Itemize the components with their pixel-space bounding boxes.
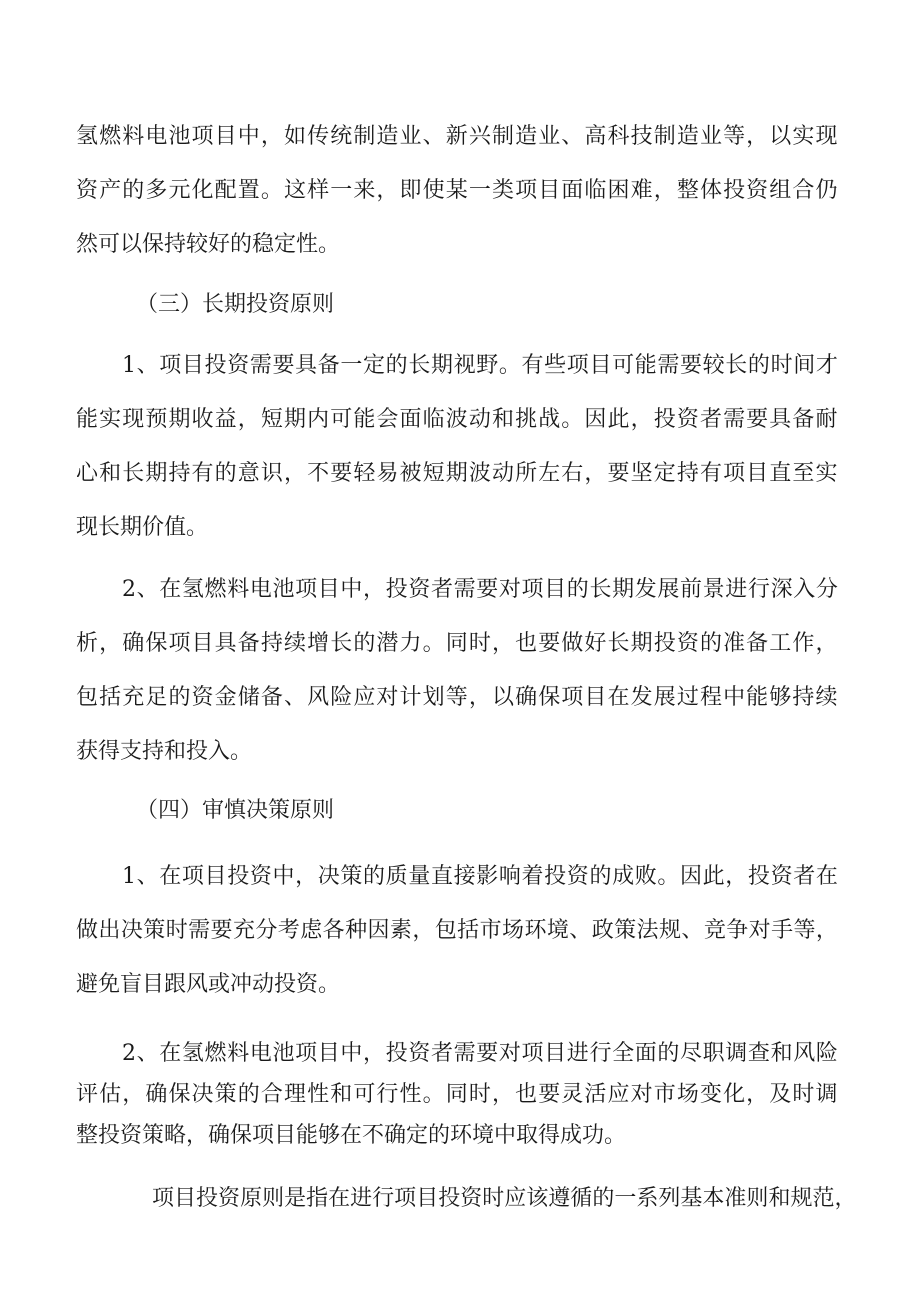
text-line: 做 出 决 策 时 需 要 充 分 考 虑 各 种 因 素 ， 包 括 市 场 环 境 、 政 策 法 规 、 竞 争 对 手 等 ， — [76, 918, 838, 943]
text-line: 析 ， 确 保 项 目 具 备 持 续 增 长 的 潜 力 。 同 时 ， 也 要 做 好 长 期 投 资 的 准 备 工 作 ， — [76, 631, 838, 656]
text-line: 氢 燃 料 电 池 项 目 中 ， 如 传 统 制 造 业 、 新 兴 制 造 业 、 高 科 技 制 造 业 等 ， 以 实 现 — [76, 124, 838, 149]
text-line: 评 估 ， 确 保 决 策 的 合 理 性 和 可 行 性 。 同 时 ， 也 要 灵 活 应 对 市 场 变 化 ， 及 时 调 — [76, 1082, 838, 1107]
text-line: 能 实 现 预 期 收 益 ， 短 期 内 可 能 会 面 临 波 动 和 挑 战 。 因 此 ， 投 资 者 需 要 具 备 耐 — [76, 407, 838, 432]
text-line: 整投资策略，确保项目能够在不确定的环境中取得成功。 — [76, 1123, 627, 1148]
text-line: 资 产 的 多 元 化 配 置 。 这 样 一 来 ， 即 使 某 一 类 项 目 面 临 困 难 ， 整 体 投 资 组 合 仍 — [76, 178, 838, 203]
text-line: 心 和 长 期 持 有 的 意 识 ， 不 要 轻 易 被 短 期 波 动 所 左 右 ， 要 坚 定 持 有 项 目 直 至 实 — [76, 461, 838, 486]
text-line: 1 、 项 目 投 资 需 要 具 备 一 定 的 长 期 视 野 。 有 些 项 目 可 能 需 要 较 长 的 时 间 才 — [122, 353, 838, 378]
text-line: 2 、 在 氢 燃 料 电 池 项 目 中 ， 投 资 者 需 要 对 项 目 的 长 期 发 展 前 景 进 行 深 入 分 — [122, 577, 838, 602]
section-heading: （三）长期投资原则 — [136, 292, 335, 317]
text-line: 获得支持和投入。 — [76, 739, 253, 764]
section-heading: （四）审慎决策原则 — [136, 798, 335, 823]
text-line: 避免盲目跟风或冲动投资。 — [76, 972, 341, 997]
text-line: 现长期价值。 — [76, 515, 209, 540]
text-line: 项 目 投 资 原 则 是 指 在 进 行 项 目 投 资 时 应 该 遵 循 的 一 系 列 基 本 准 则 和 规 范 ， — [152, 1186, 857, 1211]
text-line: 1 、 在 项 目 投 资 中 ， 决 策 的 质 量 直 接 影 响 着 投 资 的 成 败 。 因 此 ， 投 资 者 在 — [122, 864, 838, 889]
text-line: 包 括 充 足 的 资 金 储 备 、 风 险 应 对 计 划 等 ， 以 确 保 项 目 在 发 展 过 程 中 能 够 持 续 — [76, 685, 838, 710]
text-line: 然可以保持较好的稳定性。 — [76, 232, 341, 257]
text-line: 2 、 在 氢 燃 料 电 池 项 目 中 ， 投 资 者 需 要 对 项 目 进 行 全 面 的 尽 职 调 查 和 风 险 — [122, 1041, 838, 1066]
